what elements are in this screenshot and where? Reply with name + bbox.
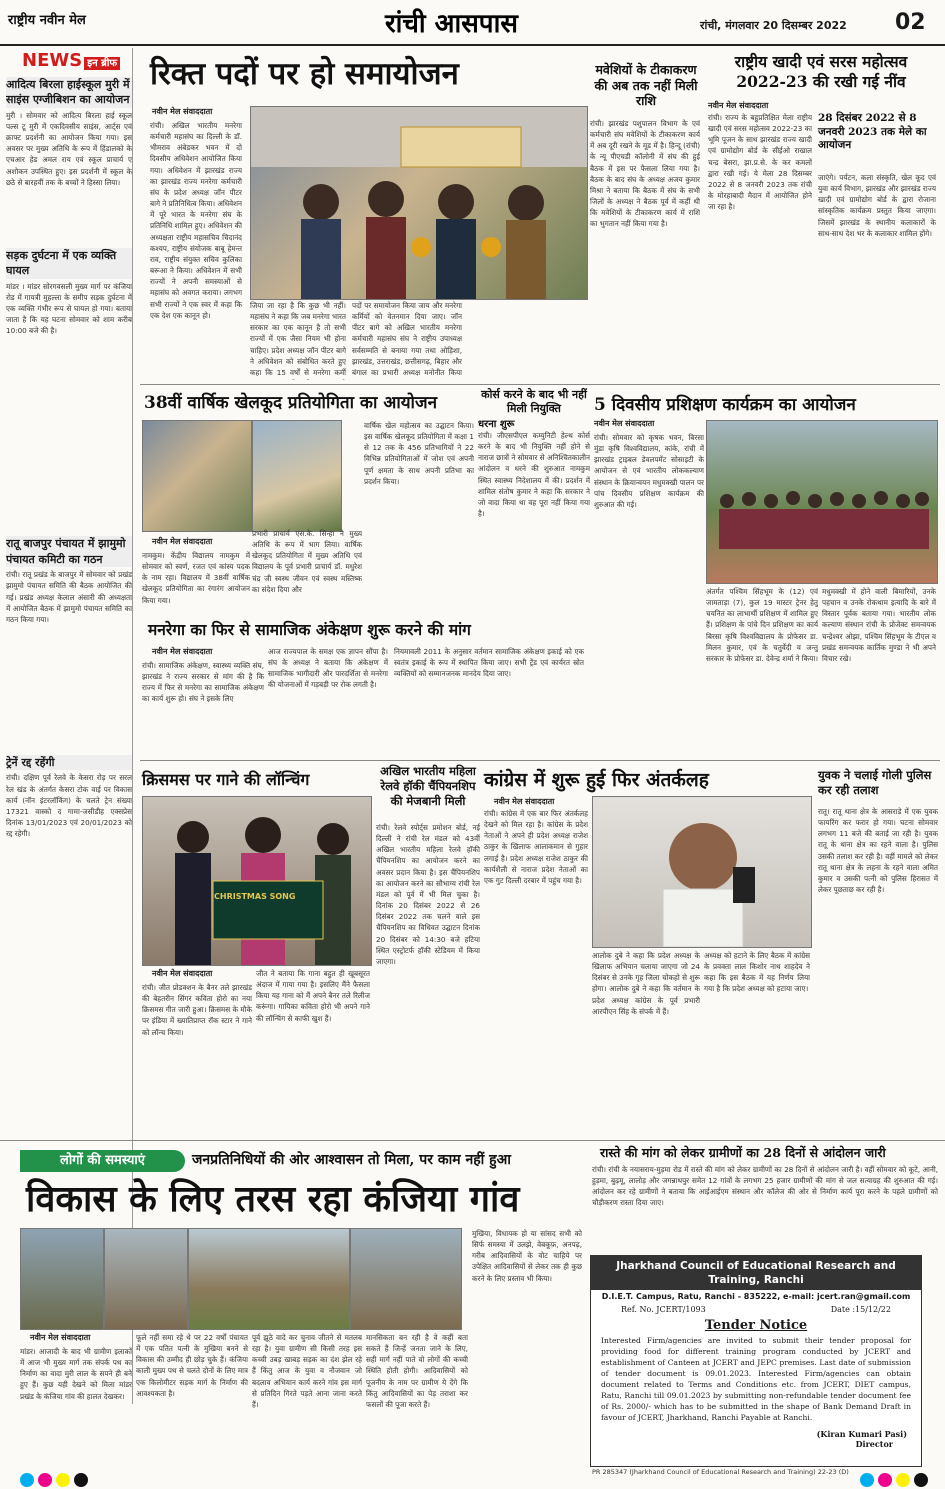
kanjia-photo-4 bbox=[350, 1228, 462, 1330]
mnrega-headline: मनरेगा का फिर से सामाजिक अंकेक्षण शुरू करने की मांग bbox=[148, 620, 471, 639]
training-body: रांची। सोमवार को कृषक भवन, बिरसा मुंडा कृषि विश्वविद्यालय, कांके, रांची में झारखंड ट्राइबल डेवलपमेंट सोसाइटी के आयोजन से एवं भारतीय लोककल्याण संस्थान के क्रियान्वयन मधुमक्खी पालन पर पांच दिवसीय प्रशिक्षण कार्यक्रम की शुरुआत की गई। bbox=[594, 433, 704, 509]
convention-photo-icon bbox=[251, 107, 587, 299]
tender-signatory: (Kiran Kumari Pasi) bbox=[816, 1429, 907, 1440]
christmas-headline: क्रिसमस पर गाने की लॉन्चिंग bbox=[142, 770, 310, 789]
brief-body: रांची। दक्षिण पूर्व रेलवे के केसरा रोड़ पर सरल रेल खंड के अंतर्गत केसरा टोक वाई पर विकास कार्य (नॉन इंटरलॉकिंग) के चलते ट्रेन संख्या 17321 वास्को द गामा-जसीडीह एक्सप्रेस दिनांक 13/01/2023 एवं 20/01/2023 को रद्द रहेगी। bbox=[6, 773, 132, 839]
sports-headline: 38वीं वार्षिक खेलकूद प्रतियोगिता का आयोजन bbox=[144, 393, 437, 413]
brief-item bbox=[6, 755, 132, 839]
course-subhead: धरना शुरू bbox=[478, 419, 515, 430]
mnrega-body: रांची। सामाजिक अंकेक्षण, स्वास्थ्य व्यक्ति संघ, झारखंड ने राज्य सरकार से मांग की है कि राज्य में फिर से मनरेगा का सामाजिक अंकेक्षण का कार्य शुरू हो। संघ ने इसके लिए bbox=[142, 661, 264, 704]
divider bbox=[140, 760, 940, 761]
lead-body-3: पदों पर समायोजन किया जाय और मनरेगा कर्मियों को वेतनमान दिया जाए। जॉन पीटर बागे को अखिल भारतीय मनरेगा कर्मचारी महासंघ संघ ने राष्ट्रीय उपाध्यक्ष सर्वसम्मति से बनाया गया तथा ओड़िशा, झारखंड, उत्तराखंड, छत्तीसगढ़, बिहार और बंगाल का प्रभारी अध्यक्ष मनोनीत किया bbox=[352, 301, 462, 377]
lead-photo bbox=[250, 106, 588, 300]
news-badge-main: NEWS bbox=[22, 50, 83, 71]
tender-ref: Ref. No. JCERT/1093 bbox=[621, 1305, 706, 1315]
tender-body: Interested Firm/agencies are invited to submit their tender proposal for providing food for different training program conducted by JCERT and establishment of Canteen at JCERT and JEPC premises. Last date of submission of tender document is 09.01.2023. Interested Firm/agencies can obtain document related to Terms and Conditions etc. from JCERT, DIET campus, Ratu, Ranchi till 09.01.2023 by submitting non-refundable tender document fee of Rs. 2000/- which has to be submitted in the shape of Bank Demand Draft in favour of JCERT, Jharkhand, Ranchi Payable at Ranchi. bbox=[601, 1336, 911, 1423]
khadi-byline: नवीन मेल संवाददाता bbox=[708, 101, 769, 110]
brief-item bbox=[6, 536, 132, 625]
khadi-subhead: 28 दिसंबर 2022 से 8 जनवरी 2023 तक मेले का आयोजन bbox=[818, 112, 927, 152]
christmas-byline: नवीन मेल संवाददाता bbox=[152, 969, 213, 978]
brief-item bbox=[6, 77, 132, 188]
cyan-swatch-icon bbox=[20, 1473, 34, 1487]
kanjia-photo-2 bbox=[104, 1228, 188, 1330]
course-body: रांची। जीएसपीएल कम्युनिटी हेल्थ कोर्स करने के बाद भी नियुक्ति नहीं होने से नाराज छात्रों ने सोमवार से अनिश्चितकालीन आंदोलन व धरने की शुरुआत नामकुम स्थित स्वास्थ्य निदेशालय में की। प्रदर्शन में शामिल संतोष कुमार ने कहा कि सरकार ने जो वादा किया था वह पूरा नहीं किया गया है। bbox=[478, 431, 590, 519]
brief-item bbox=[6, 248, 132, 337]
tender-ref-row bbox=[591, 1303, 921, 1316]
congress-body-3: अध्यक्ष को हटाने के लिए बैठक में कांग्रेस के प्रवक्ता लाल किशोर नाथ शाहदेव ने कहा कि इस बैठक में यह निर्णय लिया गया है कि प्रदेश अध्यक्ष को हटाया जाए। bbox=[704, 951, 810, 994]
hockey-body: रांची। रेलवे स्पोर्ट्स प्रमोशन बोर्ड, नई दिल्ली ने रांची रेल मंडल को 43वीं अखिल भारतीय महिला रेलवे हॉकी चैंपियनशिप का आयोजन करने का अवसर प्रदान किया है। इस चैंपियनशिप का आयोजन करने का सौभाग्य रांची रेल मंडल को पूर्व में भी मिल चुका है। दिनांक 20 दिसंबर 2022 से 26 दिसंबर 2022 तक चलने वाले इस चैंपियनशिप का विधिवत उद्घाटन दिनांक 20 दिसंबर को 14:30 बजे हटिया स्थित एस्ट्रोटर्फ हॉकी स्टेडियम में किया जाएगा। bbox=[376, 823, 480, 966]
sports-photo-2 bbox=[252, 420, 342, 532]
group-photo-icon bbox=[707, 421, 937, 583]
training-body-3: मधुमक्खी में होने वाली बिमारियों, उनके पहचान व उनके रोकथाम इत्यादि के बारे में विस्तार पूर्वक बताया गया। भारतीय लोक कल्याण संस्थान रांची के प्रोजेक्ट समन्वयक चन्द्रेश्वर ओझा, पश्चिम सिंहभूम के टीएल व प्रखंड समन्वयक कार्तिक मुण्डा ने भी अपने विचार रखे। bbox=[822, 587, 936, 663]
congress-byline: नवीन मेल संवाददाता bbox=[494, 797, 555, 806]
brief-title: सड़क दुर्घटना में एक व्यक्ति घायल bbox=[6, 248, 132, 279]
politician-portrait-icon bbox=[593, 797, 811, 947]
training-photo bbox=[706, 420, 938, 584]
brief-title: आदित्य बिरला हाईस्कूल मुरी में साइंस एग्जीबिशन का आयोजन bbox=[6, 77, 132, 108]
yellow-swatch-icon bbox=[896, 1473, 910, 1487]
sports-byline: नवीन मेल संवाददाता bbox=[152, 537, 213, 546]
cyan-swatch-icon bbox=[860, 1473, 874, 1487]
shooting-body: रातू। रातू थाना क्षेत्र के आसराडे में एक युवक फायरिंग कर फरार हो गया। घटना सोमवार लगभग 11 बजे की बताई जा रही है। युवक रातू के थाना क्षेत्र का रहने वाला है। पुलिस उसकी तलाश कर रही है। वहीं मामले को लेकर रातू थाना क्षेत्र के लहना के रहने वाला अमित कुमार व उसकी पत्नी को पुलिस हिरासत में लेकर पूछताछ कर रही है। bbox=[818, 807, 938, 895]
mnrega-body-3: नियमावली 2011 के अनुसार वर्तमान सामाजिक अंकेक्षण इकाई को एक स्वतंत्र इकाई के रूप में स्थापित किया जाए। सभी ट्रेंड एवं कार्यरत स्रोत व्यक्तियों को सम्मानजनक मानदेय दिया जाए। bbox=[394, 647, 584, 679]
brief-title: रातू बाजपुर पंचायत में झामुमो पंचायत कमिटी का गठन bbox=[6, 536, 132, 567]
tender-address: D.I.E.T. Campus, Ratu, Ranchi - 835222, e-mail: jcert.ran@gmail.com bbox=[601, 1292, 911, 1302]
brief-body: मुरी । सोमवार को आदित्य बिरला हाई स्कूल पल्स टू मुरी में एकदिवसीय साइंस, आर्ट्स एवं क्राफ्ट प्रदर्शनी का आयोजन किया गया। इस अवसर पर मुख्य अतिथि के रूप में हिंडालको के एचआर हेड अमल राय एवं स्कूल प्राचार्य ए अशोकन उपस्थित हुए। इस प्रदर्शनी में स्कूल के छठे से बारहवीं तक के बच्चों ने हिस्सा लिया। bbox=[6, 110, 132, 187]
brief-body: मांडर । मांडर सोरगवसली मुख्य मार्ग पर कंजिया रोड में गायत्री मुहल्ला के समीप सड़क दुर्घटना में एक व्यक्ति गंभीर रूप से घायल हो गया। बताया जाता है कि यह घटना सोमवार को शाम करीब 10:00 बजे की है। bbox=[6, 281, 132, 336]
divider bbox=[0, 1140, 945, 1141]
congress-headline: कांग्रेस में शुरू हुई फिर अंतर्कलह bbox=[484, 769, 709, 791]
yellow-swatch-icon bbox=[56, 1473, 70, 1487]
song-launch-photo-icon bbox=[143, 797, 371, 965]
song-card-label: CHRISTMAS SONG bbox=[214, 892, 296, 901]
black-swatch-icon bbox=[74, 1473, 88, 1487]
kanjia-body-5: मुखिया, विधायक हो या सांसद सभी को सिर्फ समस्या में उलझे, वेबकूफ़, अनपढ़, गरीब आदिवासियों के वोट चाहिये पर उपेक्षित आदिवासियों से लेकर तक ही कुछ करने के लिए प्रस्ताव भी किया। bbox=[472, 1229, 582, 1283]
sports-body-3: वार्षिक खेल महोत्सव का उद्घाटन किया। इस वार्षिक खेलकूद प्रतियोगिता में कक्षा 1 से 12 तक के 456 प्रतिभागियों ने 22 विभिन्न प्रतियोगिताओं में जोश एवं अपनी पूर्ण क्षमता के साथ अपनी प्रतिभा का प्रदर्शन किया। bbox=[364, 421, 474, 486]
tender-designation: Director bbox=[855, 1439, 893, 1450]
section-tab: लोगों की समस्याएं bbox=[20, 1150, 185, 1172]
kanjia-body-2: फूले नहीं समा रहे थे पर 22 वर्षों पंचायत में एक पतित पत्नी के मुखिया बनने से विकास की उम्मीद ही छोड़ चुके हैं। कंजिया काली मुख्य पथ से चलते दोनों के लिए मात्र एक किलोमीटर सड़क मार्ग के निर्माण की आवश्यकता है। bbox=[136, 1333, 248, 1398]
vaccine-body: रांची। झारखंड पशुपालन विभाग के एवं कर्मचारी संघ मवेशियों के टीकाकरण कार्य में अब दूरी रखने के मूड में है। हिन्दू (रांची) के न्यू पीएचडी कॉलोनी में संघ की हुई बैठक में इस पर फैसला लिया गया है। बैठक के बाद संघ के अध्यक्ष अजय कुमार मिश्रा ने बताया कि बैठक में संघ के सभी जिलों के अध्यक्ष ने बैठक पूर्व में कहीं थी कि मवेशियों के टीकाकरण कार्य में राशि का भुगतान नहीं किया गया है। bbox=[590, 119, 700, 229]
tender-title: Tender Notice bbox=[704, 1318, 808, 1334]
magenta-swatch-icon bbox=[38, 1473, 52, 1487]
kanjia-headline: विकास के लिए तरस रहा कंजिया गांव bbox=[26, 1178, 520, 1220]
training-byline: नवीन मेल संवाददाता bbox=[594, 419, 655, 428]
lead-headline: रिक्त पदों पर हो समायोजन bbox=[150, 56, 459, 92]
khadi-body-2: जाएंगे। पर्यटन, कला संस्कृति, खेल कूद एवं युवा कार्य विभाग, झारखंड और झारखंड राज्य खादी एवं ग्रामोद्योग बोर्ड के द्वारा रोजाना सांस्कृतिक कार्यक्रम प्रस्तुत किया जाएगा। जिसमें झारखंड के स्थानीय कलाकारों के साथ-साथ देश भर के कलाकार शामिल होंगे। bbox=[818, 173, 936, 238]
newspaper-brand: राष्ट्रीय नवीन मेल bbox=[8, 13, 86, 28]
road-body: रांची। रांची के नयासराय-मुड़मा रोड में रास्ते की मांग को लेकर ग्रामीणों का 28 दिनों से आंदोलन जारी है। वहीं सोमवार को कूटे, आनी, हुड़मा, बुढ़मू, लालोड़ और जगन्नाथपुर समेत 12 गांवों के लगभग 25 हजार ग्रामीणों की मांग से जल सत्याग्रह की शुरुआत की गई। आंदोलन कर रहे ग्रामीणों ने बताया कि आईआईएम संस्थान और कॉलेज की ओर से निर्माण कार्य पूरा करने के पहले ग्रामीणों को चौड़ीकरण रास्ता दिया जाए। bbox=[592, 1165, 938, 1208]
christmas-body: रांची। जीत प्रोडक्शन के बैनर तले झारखंड की बेहतरीन सिंगर कविता होरो का नया क्रिसमस गीत जारी हुआ। क्रिसमस के मौके पर इंडिया में ख्यातिप्राप्त रॉक स्टार ने गाने को लॉन्च किया। bbox=[142, 983, 252, 1037]
kanjia-photo-3 bbox=[188, 1228, 350, 1330]
magenta-swatch-icon bbox=[878, 1473, 892, 1487]
kanjia-body-3: पूर्व झूठे वादे कर चुनाव जीतने से मतलब रहा है। युवा ग्रामीण सी किसी तरह इस कच्ची उबड़ खाबड़ सड़क का दंश झेल रहे हैं किंतु आज के युवा व नौजवान जो बदलाव अभियान कार्य करने गांव इस मार्ग से प्रतिदिन गिरते पड़ते आना जाना करते हैं। bbox=[252, 1333, 362, 1409]
congress-body: रांची। कांग्रेस में एक बार फिर अंतर्कलह देखने को मिल रहा है। कांग्रेस के प्रदेश नेताओं ने अपने ही प्रदेश अध्यक्ष राजेश ठाकुर के खिलाफ आलाकमान से गुहार लगाई है। प्रदेश अध्यक्ष राजेश ठाकुर की कार्यशैली से नाराज प्रदेश नेताओं का एक गुट दिल्ली दरबार में पहुंच गया है। bbox=[484, 809, 588, 885]
vaccine-headline: मवेशियों के टीकाकरण की अब तक नहीं मिली राशि bbox=[594, 62, 698, 109]
brief-body: रांची। रातू प्रखंड के बाजपुर में सोमवार को प्रखंड झामुमो पंचायत समिति की बैठक आयोजित की गई। प्रखंड अध्यक्ष केलाल अंसारी की अध्यक्षता में आयोजित बैठक में झामुमो पंचायत समिति का गठन किया गया। bbox=[6, 570, 132, 624]
kanjia-body: मांडर। आजादी के बाद भी ग्रामीण इलाकों में आज भी मुख्य मार्ग तक संपर्क पथ का निर्माण का वादा मुरी लाल के सपने ही बने हुए हैं। कुछ यही देखने को मिला मांडर प्रखंड के कंजिया गांव की हालत देखकर। bbox=[20, 1347, 132, 1401]
tender-org: Jharkhand Council of Educational Research and Training, Ranchi bbox=[591, 1256, 921, 1290]
christmas-photo bbox=[142, 796, 372, 966]
shooting-headline: युवक ने चलाई गोली पुलिस कर रही तलाश bbox=[818, 768, 932, 797]
tender-notice bbox=[590, 1255, 922, 1467]
congress-photo bbox=[592, 796, 812, 948]
lead-body: रांची। अखिल भारतीय मनरेगा कर्मचारी महासंघ का दिल्ली के डॉ. भीमराव अंबेडकर भवन में दो दिवसीय अधिवेशन आयोजित किया गया। अधिवेशन में झारखंड राज्य का झारखंड राज्य मनरेगा कर्मचारी संघ के प्रदेश अध्यक्ष जॉन पीटर बागे ने प्रतिनिधित्व किया। अधिवेशन में पूरे भारत के मनरेगा संघ के प्रतिनिधि शामिल हुए। अधिवेशन की अध्यक्षता राष्ट्रीय महासचिव चिदानंद कश्यप, राष्ट्रीय संयोजक बाबू हेमन्त राव, राष्ट्रीय संयुक्त सचिव कुलिका बरूआ ने किया। अधिवेशन में सभी राज्यों ने अपनी समस्याओं से महासंघ को अवगत कराया। लगभग सभी राज्यों ने एक स्वर में कहा कि एक देश एक कानून हो। bbox=[150, 121, 242, 320]
hockey-headline: अखिल भारतीय महिला रेलवे हॉकी चैंपियनशिप की मेजबानी मिली bbox=[380, 764, 476, 808]
tender-date: Date :15/12/22 bbox=[830, 1305, 891, 1315]
brief-title: ट्रेनें रद्द रहेंगी bbox=[6, 755, 132, 770]
kanjia-byline: नवीन मेल संवाददाता bbox=[30, 1333, 91, 1342]
christmas-body-2: जीत ने बताया कि गाना बहुत ही खूबसूरत अंदाज में गाया गया है। इसलिए मैंने फैसला किया यह गाना को मैं अपने बैनर तले रिलीज करूंगा। गायिका कविता होरो भी अपने गाने की लॉन्चिंग से काफी खुश हैं। bbox=[256, 969, 370, 1023]
dateline: रांची, मंगलवार 20 दिसम्बर 2022 bbox=[700, 19, 847, 32]
section-title: रांची आसपास bbox=[385, 9, 518, 39]
congress-body-2: आलोक दुबे ने कहा कि प्रदेश अध्यक्ष के खिलाफ अभियान चलाया जाएगा जो 24 दिसंबर से उनके गृह जिला चोकहो से शुरू होगा। आलोक दुबे ने कहा कि वर्तमान के प्रदेश अध्यक्ष कांग्रेस के पूर्व प्रभारी आरपीएन सिंह के संपर्क में हैं। bbox=[592, 951, 700, 1016]
print-color-bar bbox=[0, 1473, 945, 1489]
news-brief-badge bbox=[22, 50, 132, 71]
lead-body-2: जिया जा रहा है कि कुछ भी नहीं। महासंघ ने कहा कि जब मनरेगा भारत सरकार का एक कानून है तो सभी राज्यों में एक जैसा नियम भी होना चाहिए। प्रदेश अध्यक्ष जॉन पीटर बागे ने अधिवेशन को संबोधित करते हुए कहा कि 15 वर्षों से मनरेगा कर्मी bbox=[250, 301, 346, 377]
tender-pr-code: PR 285347 (Jharkhand Council of Educational Research and Training) 22-23 (D) bbox=[592, 1468, 849, 1476]
sports-body-2: प्रभारी प्राचार्य एस.के. सिन्हा ने मुख्य अतिथि के रूप में भाग लिया। वार्षिक खेलकूद प्रतियोगिता में मुख्य अतिथि एवं विद्यालय के पूर्व प्रभारी प्राचार्य डॉ. मधुरेश चंद्र जी स्वस्थ जीवन एवं स्वस्थ मस्तिष्क का संदेश दिया और bbox=[252, 529, 362, 594]
mnrega-byline: नवीन मेल संवाददाता bbox=[152, 647, 213, 656]
mnrega-body-2: आज राज्यपाल के समक्ष एक ज्ञापन सौंपा है। संघ के अध्यक्ष ने बताया कि अंकेक्षण में सामाजिक भागीदारी और पारदर्शिता से मनरेगा की योजनाओं में गड़बड़ी पर रोक लगती है। bbox=[268, 647, 388, 690]
kanjia-kicker: जनप्रतिनिधियों की ओर आश्वासन तो मिला, पर काम नहीं हुआ bbox=[192, 1152, 511, 1168]
sports-body: नामकुम। केंद्रीय विद्यालय नामकुम में सोमवार को स्वर्ण, रजत एवं कांस्य पदक के नाम रहा। विद्यालय में 38वीं वार्षिक खेलकूद प्रतियोगिता का रंगारंग आयोजन किया गया। bbox=[142, 551, 250, 605]
course-headline: कोर्स करने के बाद भी नहीं मिली नियुक्ति bbox=[481, 388, 587, 416]
lead-byline: नवीन मेल संवाददाता bbox=[152, 107, 213, 116]
news-badge-sub: इन ब्रीफ bbox=[84, 57, 120, 70]
kanjia-photo-1 bbox=[20, 1228, 104, 1330]
sports-photo-1 bbox=[142, 420, 252, 532]
page-number: 02 bbox=[895, 10, 926, 35]
divider bbox=[140, 384, 940, 385]
khadi-headline: राष्ट्रीय खादी एवं सरस महोत्सव 2022-23 की रखी गई नींव bbox=[734, 52, 908, 92]
kanjia-body-4: मानसिकता बन रही है वे कहीं बता सकते हैं जिन्हें जनता जाने के लिए, सही मार्ग नहीं पाते वो लोगों की कच्ची स्थिति होती होगी। आदिवासियों को पूजनीय के नाम पर ग्रामीण ये देंगे कि किंतु आदिवासियों का पेड़ तराशा कर फसलों की पूजा करते हैं। bbox=[366, 1333, 468, 1409]
black-swatch-icon bbox=[914, 1473, 928, 1487]
road-headline: रास्ते की मांग को लेकर ग्रामीणों का 28 दिनों से आंदोलन जारी bbox=[600, 1145, 886, 1160]
khadi-body: रांची। राज्य के बहुप्रतिक्षित मेला राष्ट्रीय खादी एवं सरस महोत्सव 2022-23 का भूमि पूजन के साथ झारखंड राज्य खादी एवं ग्रामोद्योग बोर्ड के सीईओ राखाल चन्द्र बेसरा, झा.प्र.से. के कर कमलों द्वारा रखी गई। ये मेला 28 दिसम्बर 2022 से 8 जनवरी 2023 तक रांची के मोरहाबादी मैदान में आयोजित होने जा रहा है। bbox=[708, 113, 812, 212]
training-headline: 5 दिवसीय प्रशिक्षण कार्यक्रम का आयोजन bbox=[594, 395, 856, 415]
training-body-2: अंतर्गत पश्चिम सिंहभूम के (12) एवं जामताड़ा (7), कुल 19 मास्टर ट्रेनर हेतु चयनित का लाभार्थी प्रशिक्षण में शामिल हुए हैं। प्रशिक्षण के पांचे दिन प्रशिक्षण का कार्य बिरसा कृषि विश्वविद्यालय के प्रोफेसर डा. मिलन कुमार, एवं के चतुर्वेदी व जन्तु सरकार के प्रोफेसर डा. देवेन्द्र शर्मा ने किया। bbox=[706, 587, 818, 663]
